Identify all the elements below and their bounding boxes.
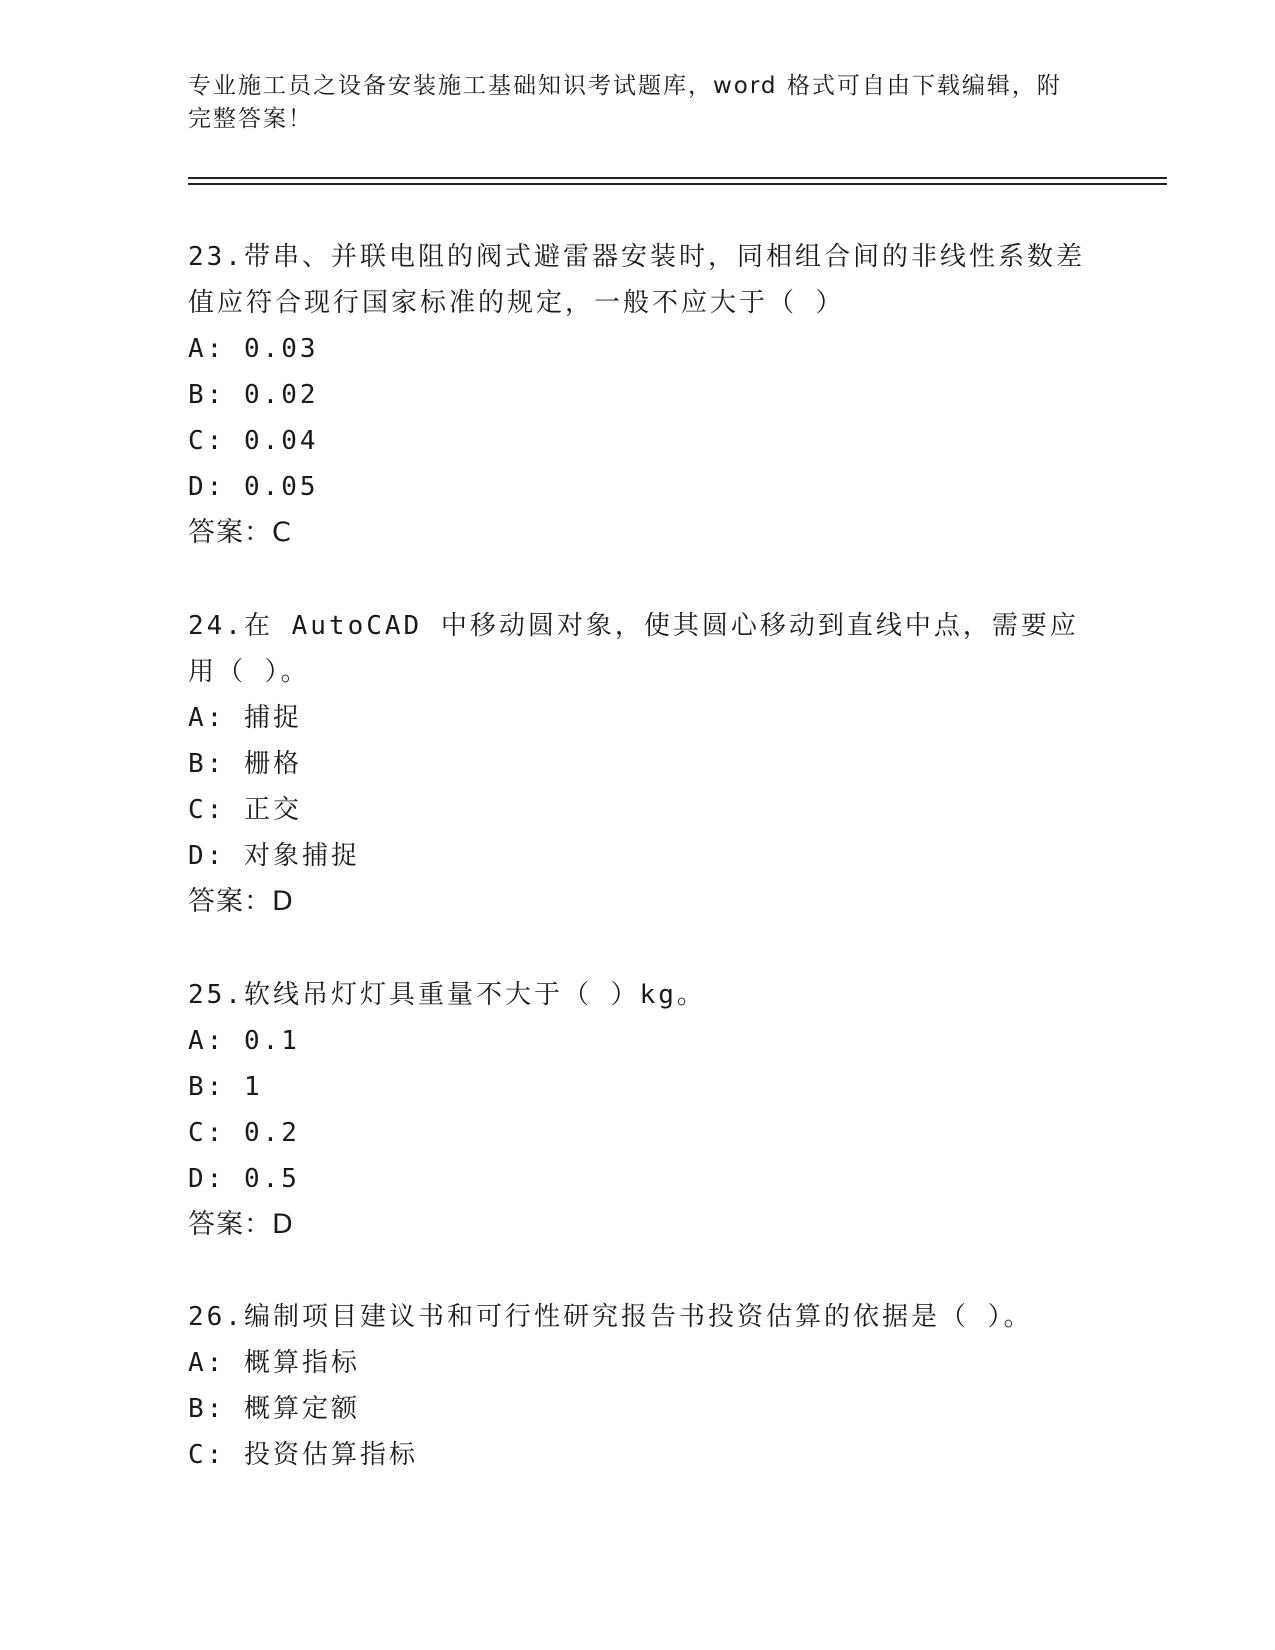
answer-line: 答案：D [188,886,294,917]
option-a: A: 0.1 [188,1026,300,1056]
question-23 [188,234,1088,556]
header-divider-bottom [188,183,1167,185]
option-d: D: 0.05 [188,472,319,502]
option-c: C: 正交 [188,795,302,825]
option-c: C: 0.04 [188,426,319,456]
option-a: A: 概算指标 [188,1348,360,1378]
question-stem: 23.带串、并联电阻的阀式避雷器安装时，同相组合间的非线性系数差值应符合现行国家标准的规定，一般不应大于（ ） [188,242,1085,318]
question-24 [188,603,1088,925]
option-b: B: 0.02 [188,380,319,410]
question-26 [188,1294,1088,1478]
question-stem: 25.软线吊灯灯具重量不大于（ ）kg。 [188,980,706,1010]
option-a: A: 0.03 [188,334,319,364]
option-d: D: 0.5 [188,1164,300,1194]
option-b: B: 1 [188,1072,263,1102]
option-b: B: 栅格 [188,749,302,779]
option-a: A: 捕捉 [188,703,302,733]
answer-line: 答案：D [188,1209,294,1240]
option-c: C: 投资估算指标 [188,1440,418,1470]
question-25 [188,972,1088,1248]
header-divider-top [188,177,1167,179]
document-intro: 专业施工员之设备安装施工基础知识考试题库，word 格式可自由下载编辑，附完整答案！ [188,73,1062,132]
question-stem: 26.编制项目建议书和可行性研究报告书投资估算的依据是（ ）。 [188,1302,1033,1332]
option-c: C: 0.2 [188,1118,300,1148]
option-d: D: 对象捕捉 [188,841,360,871]
answer-line: 答案：C [188,517,292,548]
question-stem: 24.在 AutoCAD 中移动圆对象，使其圆心移动到直线中点，需要应用（ ）。 [188,611,1079,687]
option-b: B: 概算定额 [188,1394,360,1424]
